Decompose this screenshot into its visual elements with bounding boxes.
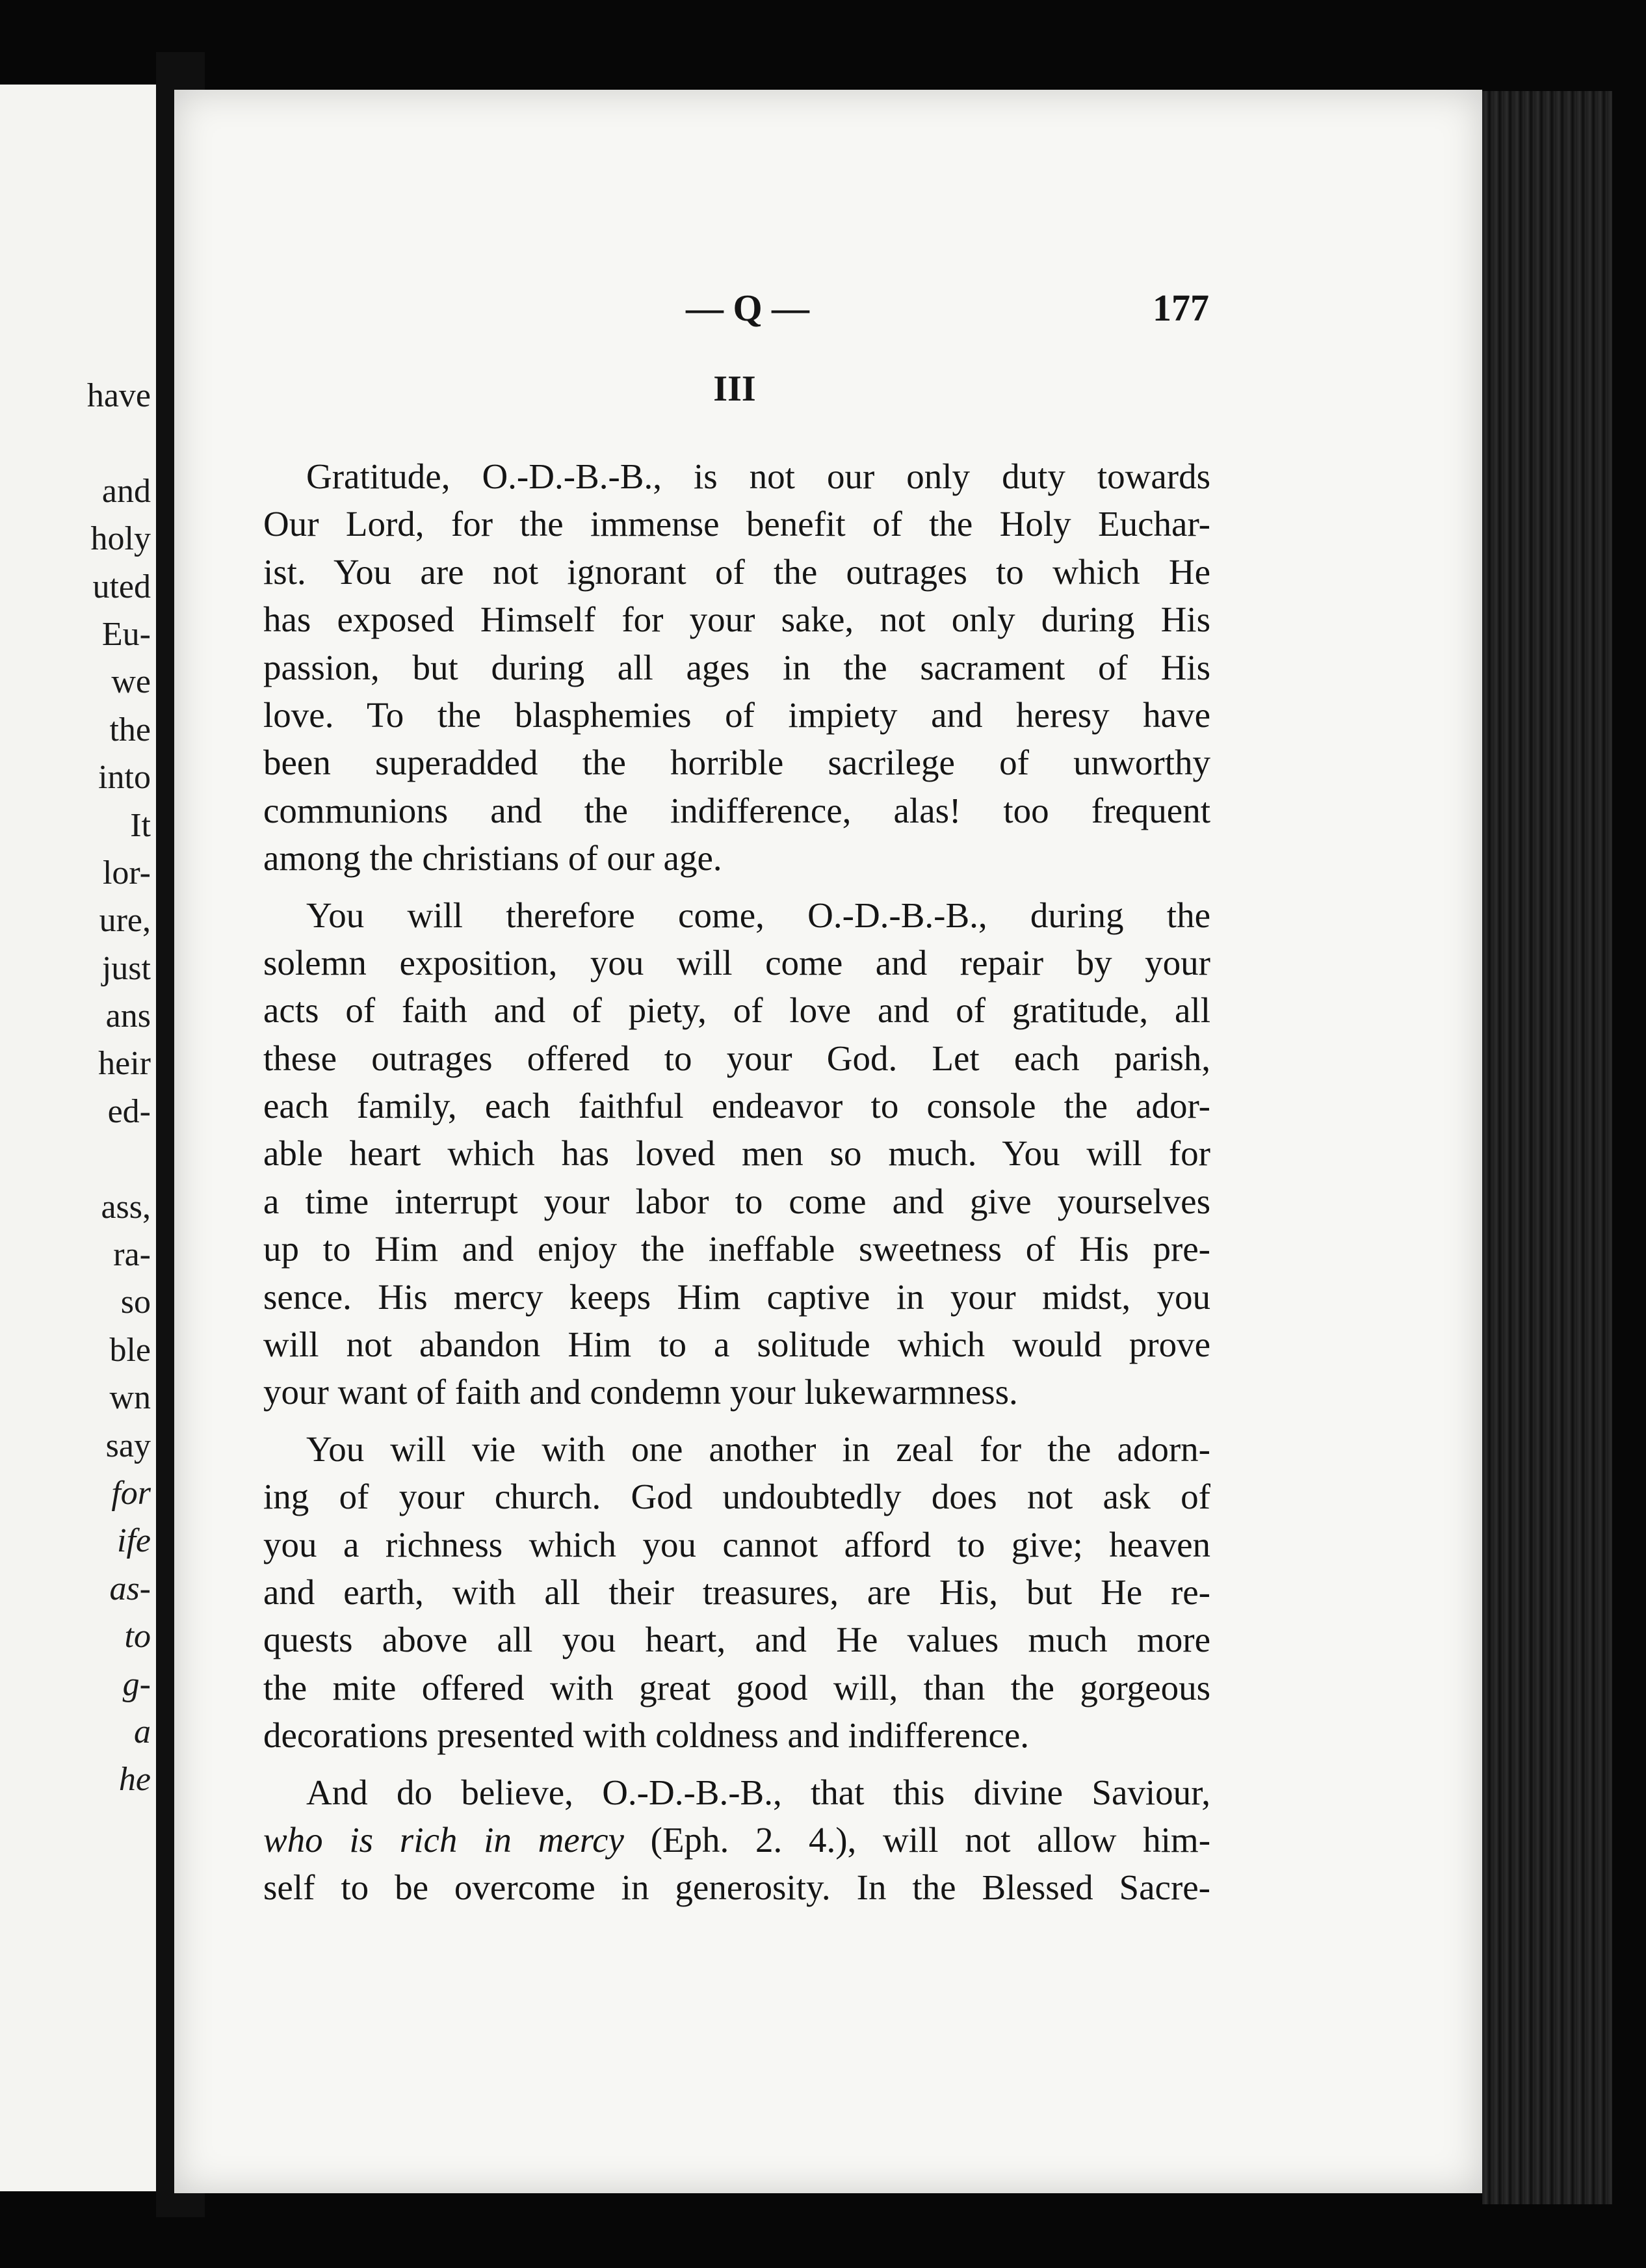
previous-page-line: heir: [98, 1045, 151, 1083]
previous-page-line: ans: [105, 997, 151, 1035]
text-line: passion, but during all ages in the sacrament of His: [263, 647, 1210, 687]
running-head: — Q —: [685, 287, 810, 329]
previous-page-line: lor-: [102, 854, 151, 891]
text-line: been superadded the horrible sacrilege of unworthy: [263, 743, 1210, 783]
section-title: III: [713, 369, 756, 409]
text-line: ist. You are not ignorant of the outrages to which He: [263, 551, 1210, 592]
previous-page-line: g-: [122, 1665, 151, 1703]
paragraph: [263, 453, 1210, 882]
page-number: 177: [1153, 287, 1209, 329]
text-line: self to be overcome in generosity. In the Blessed Sacre-: [263, 1867, 1210, 1908]
text-line: Gratitude, O.-D.-B.-B., is not our only duty towards: [306, 456, 1210, 496]
paragraph: [263, 1425, 1210, 1760]
text-line: has exposed Himself for your sake, not only during His: [263, 600, 1210, 640]
previous-page-fragment: [0, 85, 156, 2191]
text-line-rest: (Eph. 2. 4.), will not allow him-: [650, 1819, 1211, 1860]
previous-page-line: ble: [109, 1331, 151, 1369]
previous-page-text: [0, 372, 151, 1804]
previous-page-line: so: [120, 1284, 151, 1321]
text-line: your want of faith and condemn your lukewarmness.: [263, 1372, 1018, 1412]
text-line: up to Him and enjoy the ineffable sweetness of His pre-: [263, 1229, 1210, 1269]
paragraph: [263, 891, 1210, 1416]
previous-page-line: wn: [109, 1379, 151, 1417]
previous-page-line: [0, 419, 151, 467]
previous-page-line: the: [109, 711, 151, 748]
text-line: You will vie with one another in zeal for the adorn-: [306, 1429, 1210, 1469]
text-line: and earth, with all their treasures, are His, but He re-: [263, 1572, 1210, 1612]
text-line: quests above all you heart, and He values much more: [263, 1620, 1210, 1660]
text-line: among the christians of our age.: [263, 838, 722, 878]
previous-page-line: ass,: [101, 1188, 151, 1226]
paragraph: [263, 1769, 1210, 1912]
previous-page-line: a: [134, 1713, 151, 1750]
text-line: sence. His mercy keeps Him captive in your midst, you: [263, 1276, 1210, 1317]
text-line: love. To the blasphemies of impiety and heresy have: [263, 694, 1210, 735]
previous-page-line: just: [101, 949, 151, 987]
previous-page-line: he: [118, 1761, 151, 1799]
text-line: And do believe, O.-D.-B.-B., that this divine Saviour,: [306, 1772, 1210, 1812]
previous-page-line: ure,: [99, 902, 151, 940]
previous-page-line: ra-: [113, 1236, 151, 1274]
previous-page-line: uted: [92, 568, 151, 605]
previous-page-line: ife: [117, 1522, 151, 1560]
text-line: ing of your church. God undoubtedly does not ask of: [263, 1477, 1210, 1517]
text-line: you a richness which you cannot afford to give; heaven: [263, 1524, 1210, 1564]
italic-quote: who is rich in mercy: [263, 1819, 624, 1860]
text-line: will not abandon Him to a solitude which would prove: [263, 1325, 1210, 1365]
text-line: the mite offered with great good will, than the gorgeous: [263, 1667, 1210, 1708]
text-line: these outrages offered to your God. Let each parish,: [263, 1038, 1210, 1078]
text-line: You will therefore come, O.-D.-B.-B., during the: [306, 895, 1210, 935]
text-line: solemn exposition, you will come and repair by your: [263, 942, 1210, 982]
previous-page-line: Eu-: [101, 615, 151, 653]
previous-page-line: to: [124, 1618, 151, 1655]
text-line: [263, 1816, 1210, 1864]
body-text: [263, 453, 1210, 1912]
text-line: a time interrupt your labor to come and give yourselves: [263, 1181, 1210, 1221]
text-line: able heart which has loved men so much. You will for: [263, 1133, 1210, 1174]
previous-page-line: we: [111, 663, 151, 701]
previous-page-line: for: [111, 1474, 151, 1512]
page-edges: [1482, 91, 1612, 2204]
previous-page-line: into: [98, 759, 151, 797]
text-line: decorations presented with coldness and indifference.: [263, 1715, 1030, 1756]
text-line: communions and the indifference, alas! too frequent: [263, 790, 1210, 830]
previous-page-line: holy: [90, 520, 151, 558]
previous-page-line: It: [130, 806, 151, 844]
previous-page-line: and: [101, 472, 151, 510]
previous-page-line: [0, 1135, 151, 1183]
text-line: acts of faith and of piety, of love and of gratitude, all: [263, 990, 1210, 1031]
previous-page-line: as-: [109, 1570, 151, 1607]
text-line: each family, each faithful endeavor to console the ador-: [263, 1086, 1210, 1126]
previous-page-line: say: [105, 1427, 151, 1464]
previous-page-line: ed-: [107, 1092, 151, 1130]
previous-page-line: have: [86, 377, 151, 414]
text-line: Our Lord, for the immense benefit of the Holy Euchar-: [263, 504, 1210, 544]
